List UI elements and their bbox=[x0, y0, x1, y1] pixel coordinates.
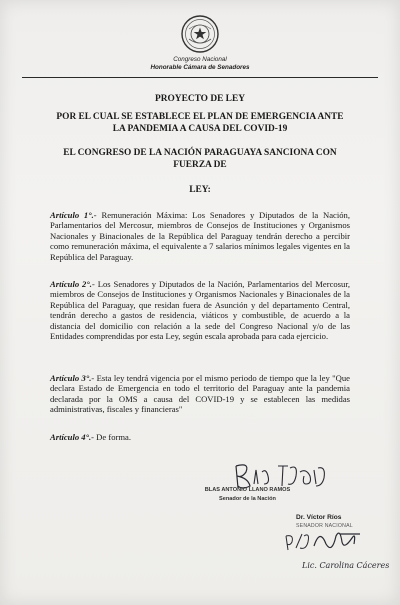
article-4-label: Artículo 4°.- bbox=[50, 432, 95, 442]
document-heading: PROYECTO DE LEY bbox=[155, 94, 245, 104]
signatory-1-name: BLAS ANTONIO LLANO RAMOS bbox=[204, 487, 291, 493]
enacting-line-2: FUERZA DE bbox=[173, 159, 227, 170]
ley-heading: LEY: bbox=[189, 185, 211, 195]
org-chamber: Honorable Cámara de Senadores bbox=[150, 64, 250, 71]
org-name: Congreso Nacional bbox=[173, 56, 227, 63]
article-3-label: Artículo 3°.- bbox=[50, 373, 95, 383]
signatory-1-role: Senador de la Nación bbox=[219, 496, 276, 502]
enacting-clause bbox=[40, 148, 360, 171]
article-2 bbox=[50, 279, 350, 341]
article-2-label: Artículo 2°.- bbox=[50, 279, 95, 289]
title-line-2: LA PANDEMIA A CAUSA DEL COVID-19 bbox=[112, 123, 288, 134]
enacting-line-1: EL CONGRESO DE LA NACIÓN PARAGUAYA SANCIONA CON bbox=[63, 148, 337, 158]
article-1-text: Remuneración Máxima: Los Senadores y Diputados de la Nación, Parlamentarios del Mercosur, miembros de Consejos de Instituciones y Organismos Nacionales y Binacionales de la República del Paraguay tendrán derecho a percibir como remuneración máxima, el equivalente a 7 salarios mínimos legales vigentes en la República del Paraguay. bbox=[50, 210, 350, 262]
signatory-2-handwritten-note: Lic. Carolina Cáceres bbox=[302, 561, 390, 570]
paraguay-coat-of-arms-icon bbox=[180, 14, 220, 54]
article-4-text: De forma. bbox=[94, 432, 132, 442]
signature-victor-rios bbox=[282, 524, 392, 574]
header-divider bbox=[22, 77, 378, 78]
article-3-text: Esta ley tendrá vigencia por el mismo periodo de tiempo que la ley "Que declara Estado de Emergencia en todo el territorio del Paraguay ante la pandemia declarada por la OMS a causa del COVID-19 y se establecen las medidas administrativas, fiscales y financieras" bbox=[50, 373, 350, 415]
article-1-label: Artículo 1°.- bbox=[50, 210, 97, 220]
article-3 bbox=[50, 373, 350, 415]
article-1 bbox=[50, 210, 350, 262]
document-title bbox=[40, 112, 360, 135]
title-line-1: POR EL CUAL SE ESTABLECE EL PLAN DE EMERGENCIA ANTE bbox=[56, 112, 344, 122]
signatory-2-name: Dr. Víctor Ríos bbox=[296, 514, 342, 521]
signatory-2-role: SENADOR NACIONAL bbox=[296, 523, 353, 529]
article-4 bbox=[50, 432, 350, 442]
article-2-text: Los Senadores y Diputados de la Nación, Parlamentarios del Mercosur, miembros de Consejos de Instituciones y Organismos Nacionales y Binacionales de la República del Paraguay, que residan fuera de Asunción y del departamento Central, tendrán derecho a gastos de residencia, viáticos y combustible, de acuerdo a la distancia del domicilio con relación a la sede del Congreso Nacional y/o de las Entidades comprendidas por esta Ley, según escala aprobada para cada ejercicio. bbox=[50, 279, 350, 342]
